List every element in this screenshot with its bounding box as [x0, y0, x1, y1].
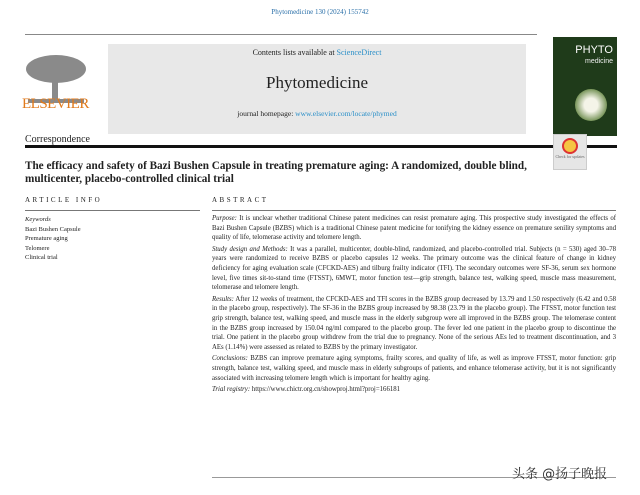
divider	[212, 210, 616, 211]
sciencedirect-link[interactable]: ScienceDirect	[336, 48, 382, 57]
article-info-heading: ARTICLE INFO	[25, 196, 103, 204]
abstract-results: Results: After 12 weeks of treatment, the CFCKD-AES and TFI scores in the BZBS group decreased by 13.79 and 1.50 respectively (6.42 and 0.58 in the placebo group, respectively). The SF-36 in the BZBS group increased by 98.38 (23.79 in the placebo group). The FTSST, motor function test grip strength, balance test, walking speed, and muscle mass in the elderly subgroup were all improved in the BZBS group. The telomerase content in the BZBS group increased by 150.04 ng/ml compared to the placebo group. The fever led one patient in the placebo group to discontinue the trial. One patient in the placebo group withdrew from the trial due to pregnancy. None of the serious AEs led to treatment discontinuation, and 3 AEs (1.14%) were assessed as related to BZBS by the primary investigator.	[212, 295, 616, 351]
homepage-link[interactable]: www.elsevier.com/locate/phymed	[295, 109, 397, 118]
divider	[25, 210, 200, 211]
keyword: Clinical trial	[25, 254, 58, 261]
keyword: Premature aging	[25, 235, 68, 242]
journal-title: Phytomedicine	[266, 73, 368, 92]
journal-masthead	[108, 44, 526, 134]
contents-label: Contents lists available at	[252, 48, 337, 57]
header-divider	[25, 145, 617, 148]
abstract-registry: Trial registry: https://www.chictr.org.cn/showproj.html?proj=166181	[212, 386, 401, 394]
publisher-logo-text: ELSEVIER	[22, 96, 89, 112]
check-for-updates-button[interactable]	[553, 134, 587, 170]
journal-cover[interactable]	[553, 37, 617, 136]
check-updates-icon	[562, 138, 578, 154]
cover-title: PHYTO	[575, 44, 613, 56]
article-title: The efficacy and safety of Bazi Bushen Capsule in treating premature aging: A randomized, double blind, multicenter, placebo-controlled clinical trial	[25, 160, 527, 185]
abstract-body	[212, 214, 616, 397]
keyword: Bazi Bushen Capsule	[25, 225, 81, 233]
abstract-methods: Study design and Methods: It was a parallel, multicenter, double-blind, randomized, and placebo-controlled trial. Subjects (n = 530) aged 30–78 years were randomized to receive BZBS or placebo capsules 12 weeks. The primary outcome was the clinical feature of change in kidney deficiency for aging evaluation scale (CFCKD-AES) and tilburg frailty indicator (TFI). The secondary outcomes were SF-36, serum sex hormone level, five times sit-to-stand time (FTSST), 6MWT, motor function test—grip strength, balance test, walking speed, muscle mass measurement, telomerase and telomere length.	[212, 245, 616, 292]
flower-image	[575, 89, 607, 121]
watermark: 头条 @扬子晚报	[512, 467, 608, 482]
abstract-heading: ABSTRACT	[212, 196, 269, 204]
abstract-conclusions: Conclusions: BZBS can improve premature aging symptoms, frailty scores, and quality of life, as well as improve FTSST, motor function: grip strength, balance test, walking speed, and muscle mass in elderly subgroups of patients, and enhance telomerase activity, but it is not significantly associated with increasing telomere length which is important for healthy aging.	[212, 355, 616, 382]
keywords-label: Keywords	[25, 216, 51, 223]
divider	[25, 34, 537, 35]
article-type: Correspondence	[25, 134, 90, 145]
homepage-label: journal homepage:	[237, 109, 296, 118]
keywords-list	[25, 215, 81, 263]
abstract-purpose: Purpose: It is unclear whether traditional Chinese patent medicines can resist premature aging. This prospective study investigated the effects of Bazi Bushen Capsule (BZBS) which is a traditional Chinese patent medicine for tonifying the kidney essence on premature senility symptoms and quality of life, telomerase activity and telomere length.	[212, 215, 616, 242]
journal-citation: Phytomedicine 130 (2024) 155742	[271, 8, 369, 16]
keyword: Telomere	[25, 244, 50, 252]
cover-subtitle: medicine	[584, 58, 613, 65]
check-updates-label: Check for updates	[555, 154, 585, 159]
